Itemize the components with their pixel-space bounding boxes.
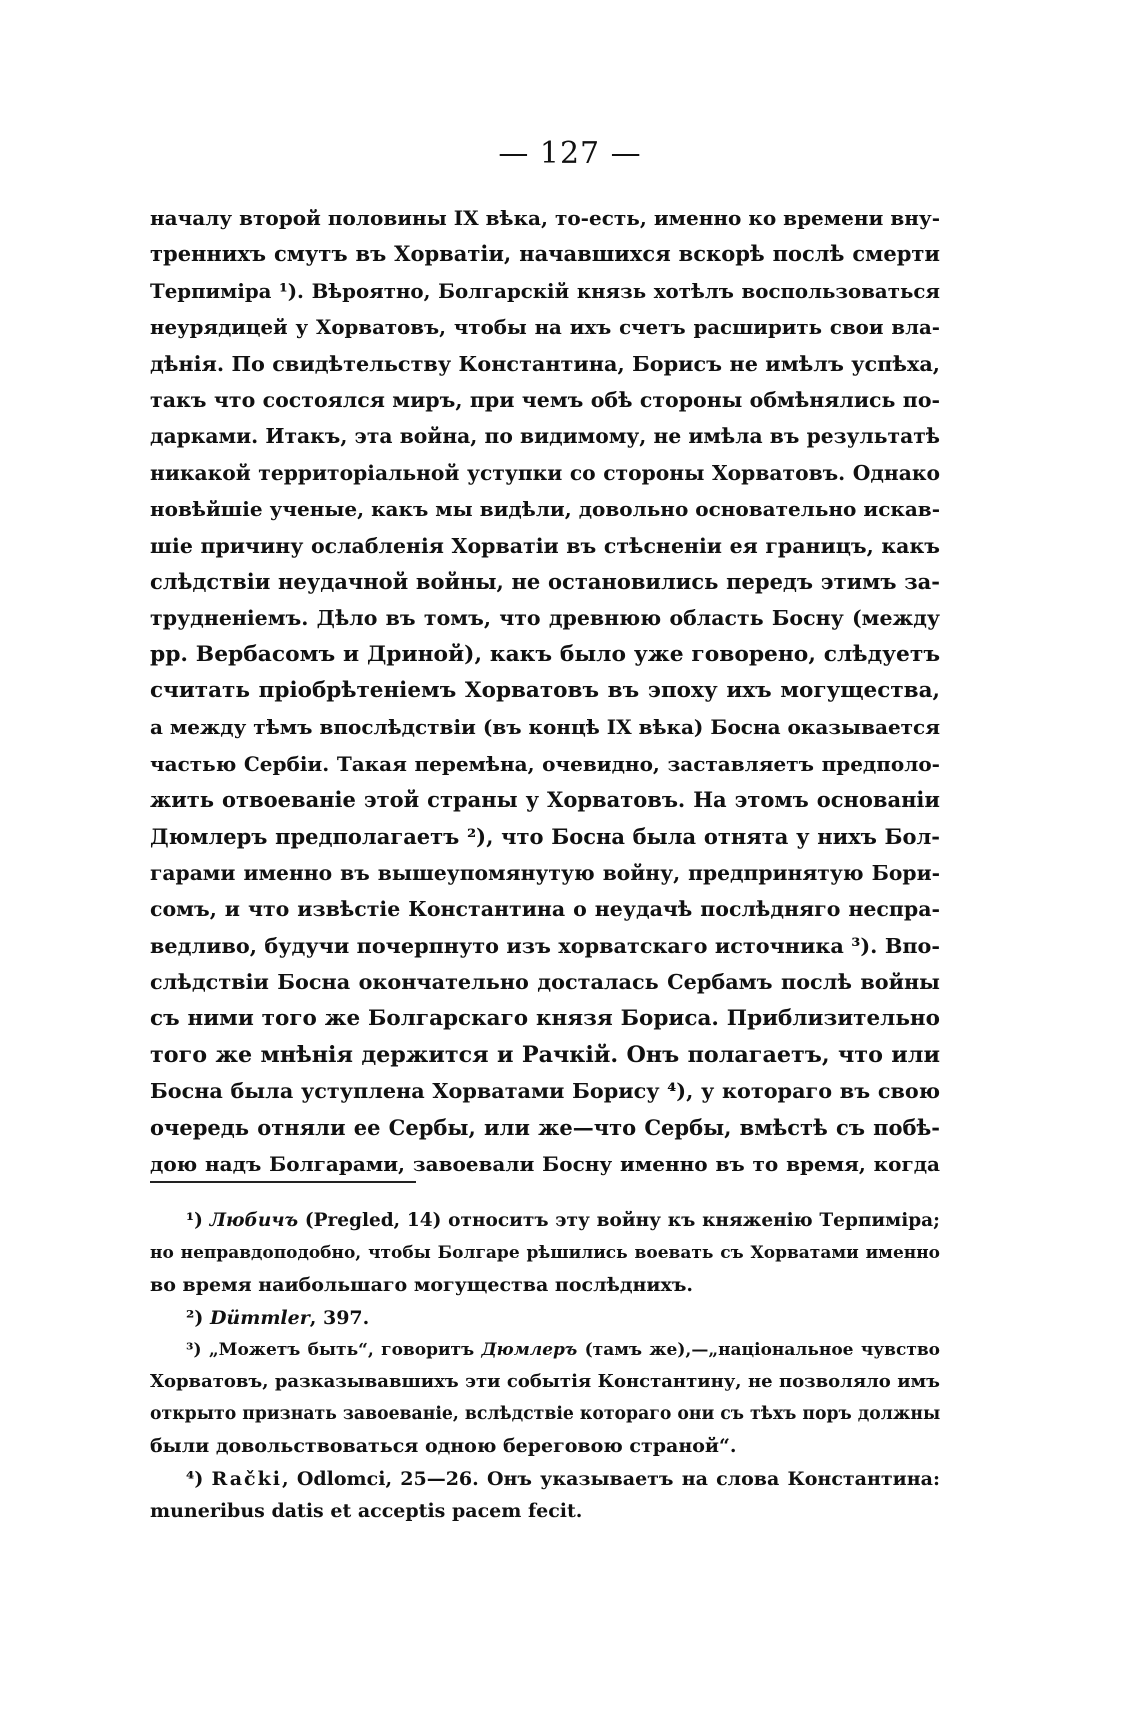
text-line: рр. Вербасомъ и Дриной), какъ было уже говорено, слѣдуетъ (150, 641, 940, 667)
text-line: а между тѣмъ впослѣдствіи (въ концѣ IX вѣка) Босна оказывается (150, 715, 941, 740)
text-line: съ ними того же Болгарскаго князя Бориса. Приблизительно (150, 1005, 940, 1031)
footnote-3-line-1 (150, 1334, 940, 1366)
text-line: треннихъ смутъ въ Хорватіи, начавшихся вскорѣ послѣ смерти (150, 241, 940, 267)
text-line: частью Сербіи. Такая перемѣна, очевидно, заставляетъ предполо- (150, 751, 940, 776)
text-line: слѣдствіи неудачной войны, не остановились передъ этимъ за- (150, 568, 940, 594)
text-line: никакой территоріальной уступки со стороны Хорватовъ. Однако (150, 460, 940, 485)
footnote-1-line-2: но неправдоподобно, чтобы Болгаре рѣшились воевать съ Хорватами именно (150, 1243, 940, 1264)
footnote-1-marker: ¹) (186, 1210, 203, 1231)
text-line: Терпиміра ¹). Вѣроятно, Болгарскій князь хотѣлъ воспользоваться (150, 278, 940, 303)
text-line: дѣнія. По свидѣтельству Константина, Борисъ не имѣлъ успѣха, (150, 351, 940, 376)
text-line: трудненіемъ. Дѣло въ томъ, что древнюю область Босну (между (150, 606, 940, 631)
footnote-2-line-1 (150, 1302, 940, 1334)
footnote-2-marker: ²) (186, 1306, 204, 1329)
footnotes (150, 1205, 940, 1527)
text-line: очередь отняли ее Сербы, или же—что Сербы, вмѣстѣ съ побѣ- (150, 1114, 940, 1140)
text-line: дою надъ Болгарами, завоевали Босну именно въ то время, когда (150, 1152, 940, 1177)
footnote-4-line-2: muneribus datis et acceptis pacem fecit. (150, 1499, 583, 1522)
text-line: такъ что состоялся миръ, при чемъ обѣ стороны обмѣнялись по- (150, 387, 940, 412)
page-number: — 127 — (498, 136, 642, 171)
text-line: началу второй половины IX вѣка, то-есть, именно ко времени вну- (150, 206, 940, 230)
main-text (150, 200, 940, 1183)
text-line: неурядицей у Хорватовъ, чтобы на ихъ счетъ расширить свои вла- (150, 315, 940, 340)
footnote-2-author: Dümmler (209, 1306, 310, 1329)
text-line: Дюмлеръ предполагаетъ ²), что Босна была отнята у нихъ Бол- (150, 823, 940, 849)
footnote-3-marker: ³) (186, 1339, 202, 1360)
footnote-3-author: Дюмлеръ (481, 1339, 578, 1360)
footnote-1-line-1 (150, 1205, 940, 1237)
text-line: слѣдствіи Босна окончательно досталась Сербамъ послѣ войны (150, 970, 940, 995)
footnote-3-line-4: были довольствоваться одною береговою страной“. (150, 1435, 737, 1458)
footnote-4-text: , Odlomci, 25—26. Онъ указываетъ на слова Константина: (282, 1467, 940, 1490)
footnote-1-text: (Pregled, 14) относитъ эту войну къ княженію Терпиміра; (304, 1210, 940, 1231)
text-line: сомъ, и что извѣстіе Константина о неудачѣ послѣдняго неспра- (150, 897, 940, 922)
footnote-1-author: Любичъ (209, 1210, 299, 1231)
text-line: шіе причину ослабленія Хорватіи въ стѣсненіи ея границъ, какъ (150, 533, 940, 558)
footnote-3-line-3: открыто признать завоеваніе, вслѣдствіе котораго они съ тѣхъ поръ должны (150, 1404, 941, 1425)
text-line: того же мнѣнія держится и Рачкій. Онъ полагаетъ, что или (150, 1041, 940, 1068)
footnote-3-lead: „Можетъ быть“, говоритъ (208, 1339, 475, 1360)
text-line: новѣйшіе ученые, какъ мы видѣли, довольно основательно искав- (150, 497, 940, 522)
text-line: Босна была уступлена Хорватами Борису ⁴), у котораго въ свою (150, 1079, 940, 1104)
text-line: жить отвоеваніе этой страны у Хорватовъ. На этомъ основаніи (150, 787, 940, 813)
footnote-4-line-1 (150, 1463, 940, 1495)
text-line: гарами именно въ вышеупомянутую войну, предпринятую Бори- (150, 861, 940, 886)
footnote-divider (150, 1181, 416, 1183)
text-line: ведливо, будучи почерпнуто изъ хорватскаго источника ³). Впо- (150, 933, 940, 958)
text-line: дарками. Итакъ, эта война, по видимому, не имѣла въ результатѣ (150, 424, 940, 449)
footnote-4-author: Račkі (211, 1467, 283, 1490)
footnote-4-marker: ⁴) (186, 1467, 204, 1490)
footnote-1-line-3: во время наибольшаго могущества послѣднихъ. (150, 1274, 694, 1297)
text-line: считать пріобрѣтеніемъ Хорватовъ въ эпоху ихъ могущества, (150, 678, 940, 704)
footnote-2-text: , 397. (309, 1306, 370, 1329)
footnote-3-text: (тамъ же),—„національное чувство (584, 1339, 941, 1360)
footnote-3-line-2: Хорватовъ, разказывавшихъ эти событія Константину, не позволяло имъ (150, 1370, 940, 1392)
